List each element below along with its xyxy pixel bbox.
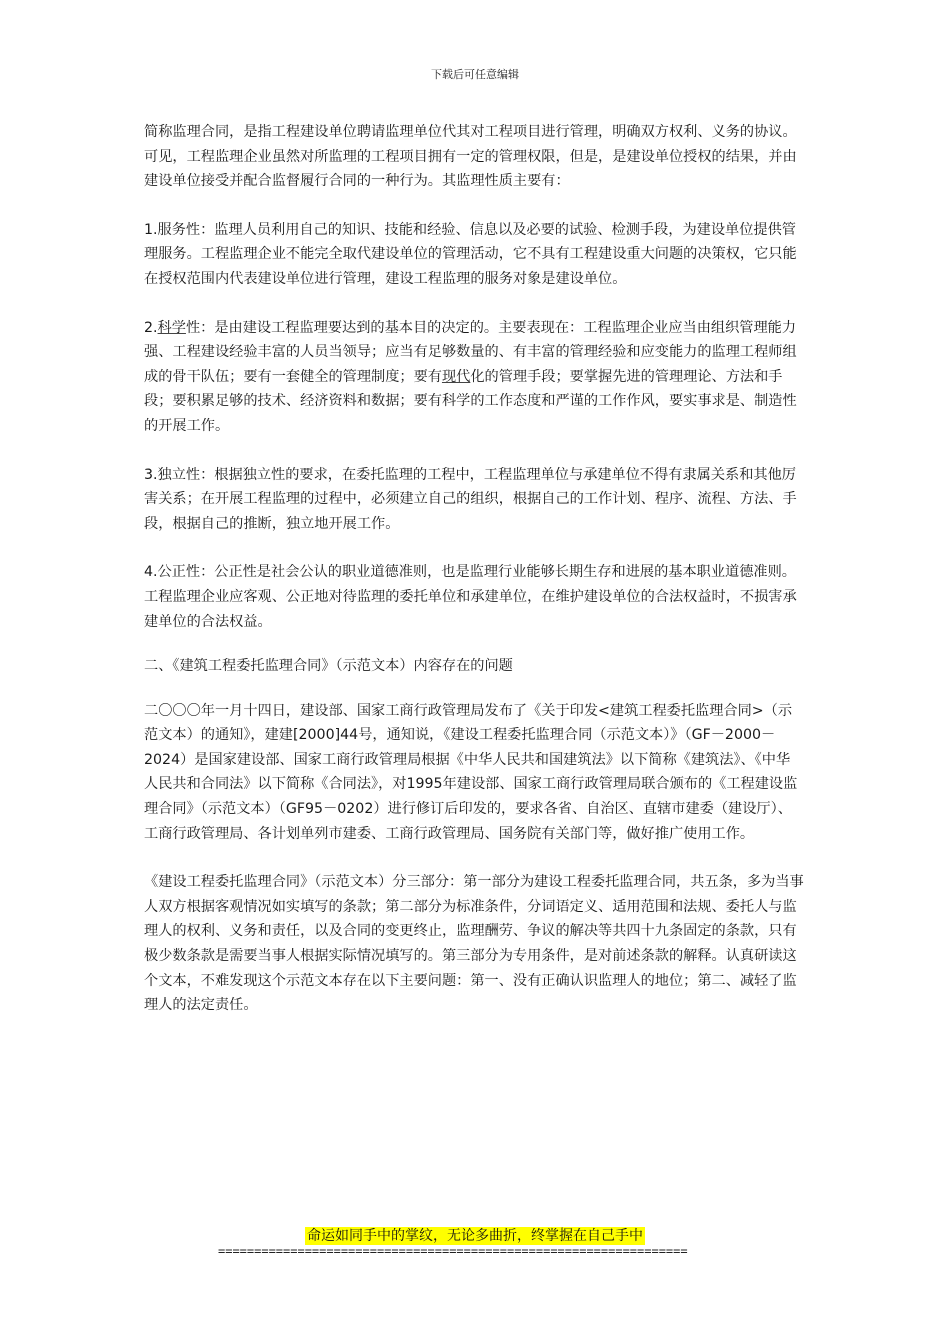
paragraph-fairness: 4.公正性：公正性是社会公认的职业道德准则，也是监理行业能够长期生存和进展的基本职业道德准则。工程监理企业应客观、公正地对待监理的委托单位和承建单位，在维护建设单位的合法权益时，不损害承建单位的合法权益。 [144, 564, 797, 630]
paragraph-scientific-end: 化的管理手段；要掌握先进的管理理论、方法和手段；要积累足够的技术、经济资料和数据；要有科学的工作态度和严谨的工作作风，要实事求是、制造性的开展工作。 [144, 368, 797, 434]
footer-banner-text: 命运如同手中的掌纹，无论多曲折，终掌握在自己手中 [307, 1228, 643, 1244]
paragraph-contract-parts: 《建设工程委托监理合同》（示范文本）分三部分：第一部分为建设工程委托监理合同，共五条，多为当事人双方根据客观情况如实填写的条款；第二部分为标准条件，分词语定义、适用范围和法规、委托人与监理人的权利、义务和责任，以及合同的变更终止，监理酬劳、争议的解决等共四十九条固定的条款，只有极少数条款是需要当事人根据实际情况填写的。第三部分为专用条件，是对前述条款的解释。认真研读这个文本，不难发现这个示范文本存在以下主要问题：第一、没有正确认识监理人的地位；第二、减轻了监理人的法定责任。 [144, 874, 804, 1014]
paragraph-scientific [144, 316, 804, 439]
paragraph-independence: 3.独立性：根据独立性的要求，在委托监理的工程中，工程监理单位与承建单位不得有隶属关系和其他厉害关系；在开展工程监理的过程中，必须建立自己的组织，根据自己的工作计划、程序、流程、方法、手段，根据自己的推断，独立地开展工作。 [144, 466, 797, 532]
hyperlink-xiandai[interactable]: 现代 [441, 368, 471, 385]
section-heading: 二、《建筑工程委托监理合同》（示范文本）内容存在的问题 [144, 658, 513, 675]
page-header-note: 下载后可任意编辑 [431, 68, 519, 81]
paragraph-intro: 简称监理合同，是指工程建设单位聘请监理单位代其对工程项目进行管理，明确双方权利、义务的协议。可见，工程监理企业虽然对所监理的工程项目拥有一定的管理权限，但是，是建设单位授权的结果，并由建设单位接受并配合监督履行合同的一种行为。其监理性质主要有： [144, 124, 797, 190]
paragraph-service: 1.服务性：监理人员利用自己的知识、技能和经验、信息以及必要的试验、检测手段，为建设单位提供管理服务。工程监理企业不能完全取代建设单位的管理活动，它不具有工程建设重大问题的决策权，它只能在授权范围内代表建设单位进行管理，建设工程监理的服务对象是建设单位。 [144, 221, 797, 287]
paragraph-notice: 二〇〇〇年一月十四日，建设部、国家工商行政管理局发布了《关于印发<建筑工程委托监理合同>（示范文本）的通知》，建建[2000]44号，通知说，《建设工程委托监理合同（示范文本）》（GF－2000－2024）是国家建设部、国家工商行政管理局根据《中华人民共和国建筑法》以下简称《建筑法》、《中华人民共和合同法》以下简称《合同法》，对1995年建设部、国家工商行政管理局联合颁布的《工程建设监理合同》（示范文本）（GF95－0202）进行修订后印发的，要求各省、自治区、直辖市建委（建设厅）、工商行政管理局、各计划单列市建委、工商行政管理局、国务院有关部门等，做好推广使用工作。 [144, 702, 798, 842]
footer-banner [0, 1225, 950, 1245]
footer-divider: ================================================================= [218, 1244, 688, 1258]
paragraph-scientific-body: 性：是由建设工程监理要达到的基本目的决定的。主要表现在：工程监理企业应当由组织管理能力强、工程建设经验丰富的人员当领导；应当有足够数量的、有丰富的管理经验和应变能力的监理工程师组成的骨干队伍；要有一套健全的管理制度；要有 [144, 319, 797, 385]
paragraph-scientific-prefix: 2. [144, 319, 158, 336]
hyperlink-kexue[interactable]: 科学 [157, 319, 186, 336]
document-body [144, 120, 804, 1042]
